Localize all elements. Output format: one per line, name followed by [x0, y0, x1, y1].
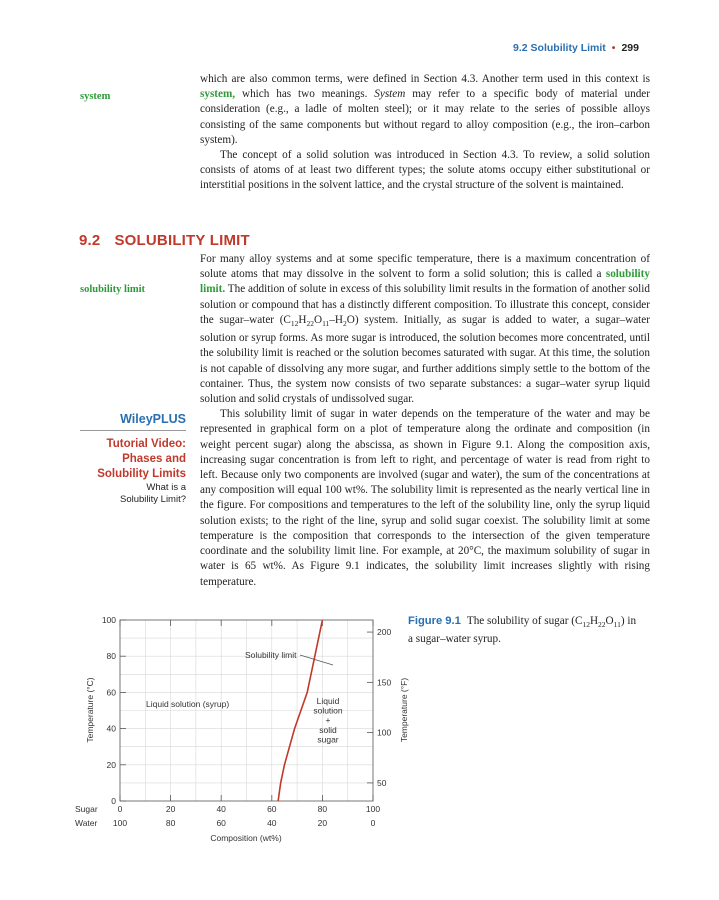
label-two-phase — [313, 696, 343, 744]
x-tick-label-sugar: 0 — [117, 804, 123, 814]
y-tick-label-right: 50 — [377, 777, 387, 788]
two-phase-line: + — [325, 715, 331, 726]
row-label-sugar: Sugar — [75, 804, 98, 814]
x-tick-label-water: 60 — [216, 818, 226, 828]
section-number: 9.2 — [79, 232, 101, 249]
two-phase-line: sugar — [317, 734, 339, 745]
page-number: 299 — [621, 42, 639, 54]
keyword-solubility-limit: solubility limit. — [200, 268, 650, 296]
section-paragraph-1: For many alloy systems and at some specific temperature, there is a maximum concentration of solute atoms that may dissolve in the solvent to form a solid solution; this is called a solubility limit. The addition of solute in excess of this solubility limit results in the formation of another solid solution or compound that has a distinctly different composition. To illustrate this concept, consider the sugar–water $(C_{12}H_{22}O_{11}-H_2O)$ system. Initially, as sugar is added to water, a sugar–water solution or syrup forms. As more sugar is introduced, the solution becomes more concentrated, until the solubility limit is reached or the solution becomes saturated with sugar. At this time, the solution is not capable of dissolving any more sugar, and further additions simply settle to the bottom of the container. Thus, the system now consists of two separate substances: a sugar–water syrup liquid solution and solid crystals of undissolved sugar. — [200, 253, 650, 406]
x-tick-label-water: 20 — [317, 818, 328, 828]
intro-paragraph-1: which are also common terms, were defined in Section 4.3. Another term used in this context is system, which has two meanings. System may refer to a specific body of material under consideration (e.g., a ladle of molten steel); or it may relate to the series of possible alloys consisting of the same components but without regard to alloy composition (e.g., the iron–carbon system). — [200, 73, 650, 146]
wileyplus-brand: WileyPLUS — [120, 412, 186, 426]
y-tick-label-left: 60 — [106, 687, 116, 698]
y-tick-label-right: 200 — [377, 627, 392, 638]
header-separator: • — [611, 42, 616, 54]
section-title: SOLUBILITY LIMIT — [114, 232, 250, 249]
x-tick-label-water: 40 — [267, 818, 277, 828]
label-solubility-limit: Solubility limit — [245, 650, 297, 660]
x-axis-label: Composition (wt%) — [210, 833, 282, 843]
two-phase-line: solution — [313, 705, 343, 716]
y-tick-label-left: 0 — [111, 796, 116, 806]
y-tick-label-right: 100 — [377, 727, 392, 738]
row-label-water: Water — [75, 818, 98, 828]
x-tick-label-water: 100 — [112, 818, 128, 828]
y-tick-label-left: 80 — [106, 651, 116, 662]
y-tick-label-left: 20 — [106, 759, 116, 770]
y-axis-label-left: Temperature (°C) — [85, 677, 95, 743]
figure-caption: Figure 9.1 The solubility of sugar $(C_{12}H_{22}O_{11})$ in a sugar–water syrup. — [408, 615, 637, 646]
x-tick-label-sugar: 40 — [216, 804, 226, 814]
label-liquid-syrup: Liquid solution (syrup) — [146, 699, 230, 709]
section-paragraph-2: This solubility limit of sugar in water depends on the temperature of the water and may be represented in graphical form on a plot of temperature along the ordinate and composition (in weight percent sugar) along the abscissa, as shown in Figure 9.1. Along the composition axis, increasing sugar concentration is from left to right, and percentage of water is read from right to left. Because only two components are involved (sugar and water), the sum of the concentrations at any composition will equal 100 wt%. The solubility limit is represented as the nearly vertical line in the figure. For compositions and temperatures to the left of the solubility line, only the syrup liquid solution exists; to the right of the line, syrup and solid sugar coexist. The solubility limit at some temperature is the composition that corresponds to the intersection of the given temperature coordinate and the solubility limit line. For example, at 20°C, the maximum solubility of sugar in water is 65 wt%. As Figure 9.1 indicates, the solubility limit increases slightly with rising temperature. — [200, 408, 650, 588]
x-tick-label-sugar: 60 — [267, 804, 277, 814]
figure-label: Figure 9.1 — [408, 615, 461, 627]
y-tick-label-left: 100 — [101, 615, 116, 625]
tutorial-video-link[interactable]: Tutorial Video: Phases and Solubility Limits — [97, 438, 186, 480]
margin-term-system: system — [80, 91, 111, 102]
x-tick-label-sugar: 80 — [317, 804, 328, 814]
y-axis-label-right: Temperature (°F) — [399, 677, 409, 743]
margin-term-solubility-limit: solubility limit — [80, 284, 146, 295]
y-tick-label-right: 150 — [377, 677, 392, 688]
intro-paragraph-2: The concept of a solid solution was introduced in Section 4.3. To review, a solid solution consists of atoms of at least two different types; the solute atoms occupy either substitutional or interstitial positions in the solvent lattice, and the crystal structure of the solvent is maintained. — [200, 149, 650, 192]
x-tick-label-water: 80 — [165, 818, 176, 828]
y-tick-label-left: 40 — [106, 723, 116, 734]
x-tick-label-sugar: 100 — [365, 804, 381, 814]
tutorial-question: What is a Solubility Limit? — [120, 482, 186, 505]
two-phase-line: solid — [319, 724, 337, 735]
header-section: 9.2 Solubility Limit — [513, 42, 606, 54]
x-tick-label-water: 0 — [370, 818, 376, 828]
two-phase-line: Liquid — [316, 696, 340, 706]
x-tick-label-sugar: 20 — [165, 804, 176, 814]
keyword-system: system, — [200, 88, 236, 101]
